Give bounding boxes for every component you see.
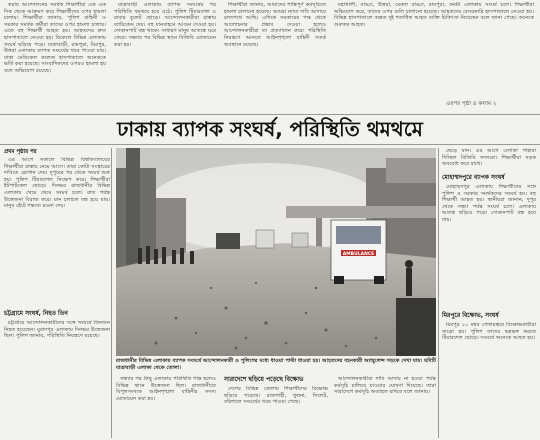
top-col2-text: যাত্রাবাড়ী এলাকায় ব্যাপক সংঘর্ষের পর পরিস্থিতি থমথমে হয়ে ওঠে। পুলিশ টিয়ারশেল ও রাবার বুলেট ছোড়ে। আন্দোলনকারীরা রাস্তায় ব্যারিকেড দেয়। বহু যানবাহনে আগুন দেওয়া হয়। দোকানপাট বন্ধ থাকে। সাধারণ মানুষ আতঙ্কে ঘরে ফেরে। সন্ধ্যার পর বিভিন্ন স্থানে বিজিবি মোতায়েন করা হয়।: [114, 2, 216, 48]
right-col-text: ছেড়ে যান। এর আগে এলাকা পাহারা দিচ্ছিল বিজিবি সদস্যরা। শিক্ষার্থীরা সড়ক অবরোধ করে রাখে।: [442, 148, 536, 168]
top-col3-text: শিক্ষার্থীরা জানায়, আমাদের শান্তিপূর্ণ কর্মসূচিতে হামলা চালানো হয়েছে। আমরা ন্যায্য দাবি আদায়ে রাজপথে আছি। এদিকে সরকারের পক্ষ থেকে আলোচনার প্রস্তাব দেওয়া হলেও আন্দোলনকারীরা তা প্রত্যাখ্যান করে। পরিস্থিতি নিয়ন্ত্রণে আনতে আইনশৃঙ্খলা বাহিনী সতর্ক অবস্থানে রয়েছে।: [224, 2, 326, 48]
left-subheading: চট্টগ্রামে সংঘর্ষ, নিহত তিন: [4, 310, 68, 317]
headline-block: [0, 116, 540, 142]
left-column: [4, 157, 110, 307]
street-clash-image: [116, 148, 436, 356]
headline: ঢাকায় ব্যাপক সংঘর্ষ, পরিস্থিতি থমথমে: [117, 117, 423, 141]
bottom-column-1: [116, 376, 216, 438]
top-column-2: [114, 2, 216, 112]
left-col-text: এর আগে সকালে বিভিন্ন বিশ্ববিদ্যালয়ের শিক্ষার্থীরা রাস্তায় নেমে আসে। তারা কোটা সংস্কারের দাবিতে স্লোগান দেয়। দুপুরের পর থেকে সংঘর্ষ শুরু হয়। পুলিশ টিয়ারশেল নিক্ষেপ করে। শিক্ষার্থীরা ইটপাটকেল ছোড়ে। দিনভর রাজধানীর বিভিন্ন এলাকায় থেমে থেমে সংঘর্ষ চলে। রাত পর্যন্ত উত্তেজনা বিরাজ করে। যান চলাচল বন্ধ হয়ে যায়। মানুষ হেঁটে গন্তব্যে রওনা দেয়।: [4, 157, 110, 210]
ambulance-vehicle: [331, 220, 386, 284]
top-column-1: [4, 2, 106, 112]
bottom-col1-text: সন্ধ্যার পর কিছু এলাকায় পরিস্থিতি শান্ত হলেও বিভিন্ন স্থানে উত্তেজনা ছিল। রাজধানীতে বিপুলসংখ্যক আইনশৃঙ্খলা বাহিনীর সদস্য মোতায়েন করা হয়।: [116, 376, 216, 402]
left-col2-text: চট্টগ্রামে আন্দোলনকারীদের সঙ্গে সংঘর্ষে তিনজন নিহত হয়েছেন। মুরাদপুর এলাকায় দিনভর উত্তেজনা ছিল। পুলিশ জানায়, পরিস্থিতি নিয়ন্ত্রণে রয়েছে।: [4, 320, 110, 340]
bottom-col3-text: আন্দোলনকারীরা দাবি আদায় না হওয়া পর্যন্ত কর্মসূচি চালিয়ে যাওয়ার ঘোষণা দিয়েছে। তারা সারাদেশে কর্মসূচি অব্যাহত রাখবে বলে জানায়।: [334, 376, 436, 396]
right-subheading-1: মোহাম্মদপুরে ব্যাপক সংঘর্ষ: [442, 174, 505, 181]
jump-to-label: এরপর পৃষ্ঠা ৪ কলাম ২: [446, 101, 497, 107]
ambulance-label: AMBULANCE: [342, 252, 375, 257]
left-column-2: [4, 320, 110, 438]
right-col2-text: মোহাম্মদপুর এলাকায় শিক্ষার্থীদের সঙ্গে পুলিশ ও সরকার সমর্থকদের সংঘর্ষ হয়। বহু শিক্ষার্থী আহত হয়। স্থানীয়রা জানান, দুপুর থেকে সন্ধ্যা পর্যন্ত সংঘর্ষ চলে। এলাকায় আতঙ্ক ছড়িয়ে পড়ে। দোকানপাট বন্ধ হয়ে যায়।: [442, 184, 536, 223]
bottom-column-3: [334, 376, 436, 438]
top-divider: [0, 114, 540, 115]
top-column-4: [334, 2, 534, 94]
bottom-col2-text: দেশের বিভিন্ন জেলায় শিক্ষার্থীদের বিক্ষোভ ছড়িয়ে পড়েছে। রাজশাহী, খুলনা, সিলেট, বরিশালে সংঘর্ষের খবর পাওয়া গেছে।: [224, 386, 328, 406]
right-col3-text: মিরপুর ১০ নম্বর গোলচত্বরে বিক্ষোভকারীরা জড়ো হয়। পুলিশ তাদের ছত্রভঙ্গ করতে টিয়ারশেল ছোড়ে। সংঘর্ষে অনেকে আহত হয়।: [442, 322, 536, 342]
right-column-3: [442, 322, 536, 438]
bottom-column-2: [224, 386, 328, 438]
bottom-subheading: সারাদেশে ছড়িয়ে পড়েছে বিক্ষোভ: [224, 376, 304, 383]
headline-divider: [0, 144, 540, 145]
right-subheading-2: মিরপুরে বিক্ষোভ, সংঘর্ষ: [442, 312, 499, 319]
photo-caption: রাজধানীর বিভিন্ন এলাকায় ব্যাপক সংঘর্ষে আন্দোলনকারী ও পুলিশের মধ্যে ধাওয়া পাল্টা ধাওয়া হয়। আহতদের বহনকারী অ্যাম্বুলেন্স সড়কে দেখা যায়। ছবিটি যাত্রাবাড়ী এলাকা থেকে তোলা।: [116, 358, 436, 371]
right-column: [442, 148, 536, 170]
right-column-2: [442, 184, 536, 308]
top-col4-text: মহাখালী, বাড্ডা, উত্তরা, মেরুল বাড্ডা, রামপুরা, বনশ্রী এলাকায় সংঘর্ষ চলে। শিক্ষার্থীরা অভিযোগ করে, তাদের ওপর গুলি চালানো হয়েছে। আহতদের বেসরকারি হাসপাতালে নেওয়া হয়। বিভিন্ন হাসপাতালে অন্তত দুই শতাধিক আহত ব্যক্তি চিকিৎসা নিয়েছেন বলে জানা গেছে। অনেকে গুরুতর আহত।: [334, 2, 534, 28]
column-rule: [438, 148, 439, 438]
top-column-3: [224, 2, 326, 102]
news-photo: [116, 148, 436, 356]
jump-from-label: প্রথম পৃষ্ঠার পর: [4, 149, 37, 155]
column-rule: [111, 148, 112, 438]
top-col1-text: করায় আন্দোলনের সমর্থক শিক্ষার্থীরা এক এক দিক থেকে আক্রমণ করে শিক্ষার্থীদের ওপর হামলা চালায়। শিক্ষার্থীরা জানায়, পুলিশ বাহিনী ও সরকার সমর্থক কর্মীরা তাদের ওপর হামলা চালায়। এতে বহু শিক্ষার্থী আহত হয়। আহতদের দ্রুত হাসপাতালে নেওয়া হয়। বিকেলে বিভিন্ন এলাকায় সংঘর্ষ ছড়িয়ে পড়ে। যাত্রাবাড়ী, রামপুরা, মিরপুর, উত্তরা এলাকায় ব্যাপক সংঘর্ষের খবর পাওয়া যায়। ঢাকা মেডিকেল কলেজ হাসপাতালে অনেককে ভর্তি করা হয়েছে। সাংবাদিকদের ওপরও হামলা হয় বলে অভিযোগ রয়েছে।: [4, 2, 106, 74]
